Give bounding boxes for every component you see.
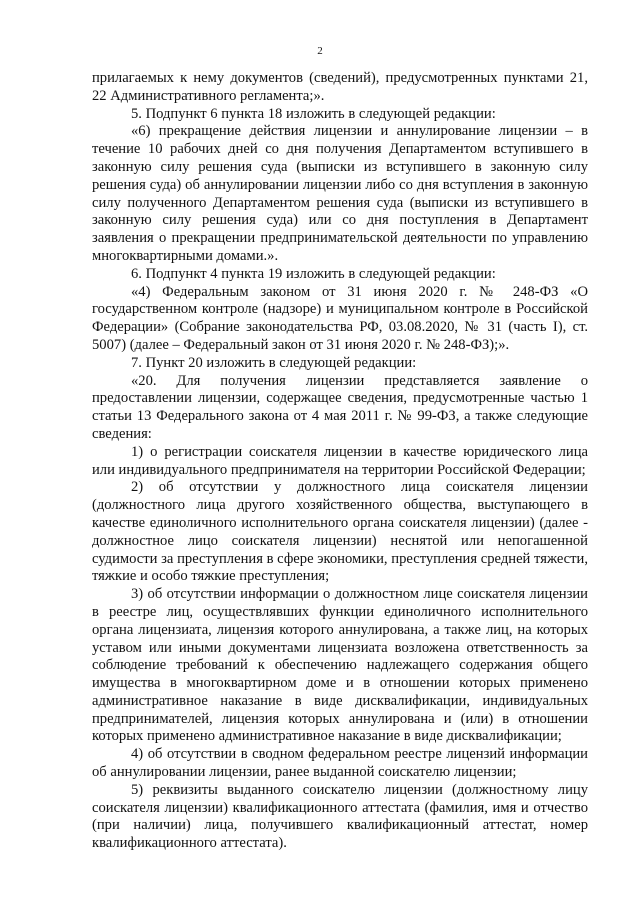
paragraph: «20. Для получения лицензии представляется заявление о предоставлении лицензии, содержащее сведения, предусмотренные частью 1 статьи 13 Федерального закона от 4 мая 2011 г. № 99-ФЗ, а также следующие сведения:: [92, 372, 588, 442]
paragraph: 6. Подпункт 4 пункта 19 изложить в следующей редакции:: [131, 265, 496, 282]
paragraph: 5. Подпункт 6 пункта 18 изложить в следующей редакции:: [131, 105, 496, 122]
paragraph: прилагаемых к нему документов (сведений), предусмотренных пунктами 21, 22 Административного регламента;».: [92, 70, 588, 104]
document-body: [92, 70, 588, 853]
paragraph: «6) прекращение действия лицензии и аннулирование лицензии – в течение 10 рабочих дней со дня получения Департаментом вступившего в законную силу решения суда (выписки из вступившего в законную силу решения суда) об аннулировании лицензии либо со дня вступления в законную силу полученного Департаментом решения суда (выписки из вступившего в законную силу решения суда) или со дня поступления в Департамент заявления о прекращении предпринимательской деятельности по управлению многоквартирными домами.».: [92, 123, 588, 264]
page-number: 2: [317, 45, 323, 57]
paragraph: 4) об отсутствии в сводном федеральном реестре лицензий информации об аннулировании лицензии, ранее выданной соискателю лицензии;: [92, 746, 588, 781]
paragraph: «4) Федеральным законом от 31 июня 2020 г. № 248-ФЗ «О государственном контроле (надзоре) и муниципальном контроле в Российской Федерации» (Собрание законодательства РФ, 03.08.2020, № 31 (часть I), ст. 5007) (далее – Федеральный закон от 31 июня 2020 г. № 248-ФЗ);».: [92, 283, 588, 353]
paragraph: 5) реквизиты выданного соискателю лицензии (должностному лицу соискателя лицензии) квалификационного аттестата (фамилия, имя и отчество (при наличии) лица, получившего квалификационный аттестат, номер квалификационного аттестата).: [92, 781, 588, 852]
paragraph: 7. Пункт 20 изложить в следующей редакции:: [131, 354, 417, 371]
paragraph: 3) об отсутствии информации о должностном лице соискателя лицензии в реестре лиц, осуществлявших функции единоличного исполнительного органа лицензиата, лицензия которого аннулирована, а также лиц, на которых уставом или иными документами лицензиата возложена ответственность за соблюдение требований к обеспечению надлежащего содержания общего имущества в многоквартирном доме и в отношении которых применено административное наказание в виде дисквалификации, индивидуальных предпринимателей, лицензия которых аннулирована и (или) в отношении которых применено административное наказание в виде дисквалификации;: [92, 586, 588, 745]
paragraph: 2) об отсутствии у должностного лица соискателя лицензии (должностного лица другого хозяйственного общества, выступающего в качестве единоличного исполнительного органа соискателя лицензии) (далее - должностное лицо соискателя лицензии) неснятой или непогашенной судимости за преступления в сфере экономики, преступления средней тяжести, тяжкие и особо тяжкие преступления;: [92, 479, 588, 585]
paragraph: 1) о регистрации соискателя лицензии в качестве юридического лица или индивидуального предпринимателя на территории Российской Федерации;: [92, 443, 588, 478]
